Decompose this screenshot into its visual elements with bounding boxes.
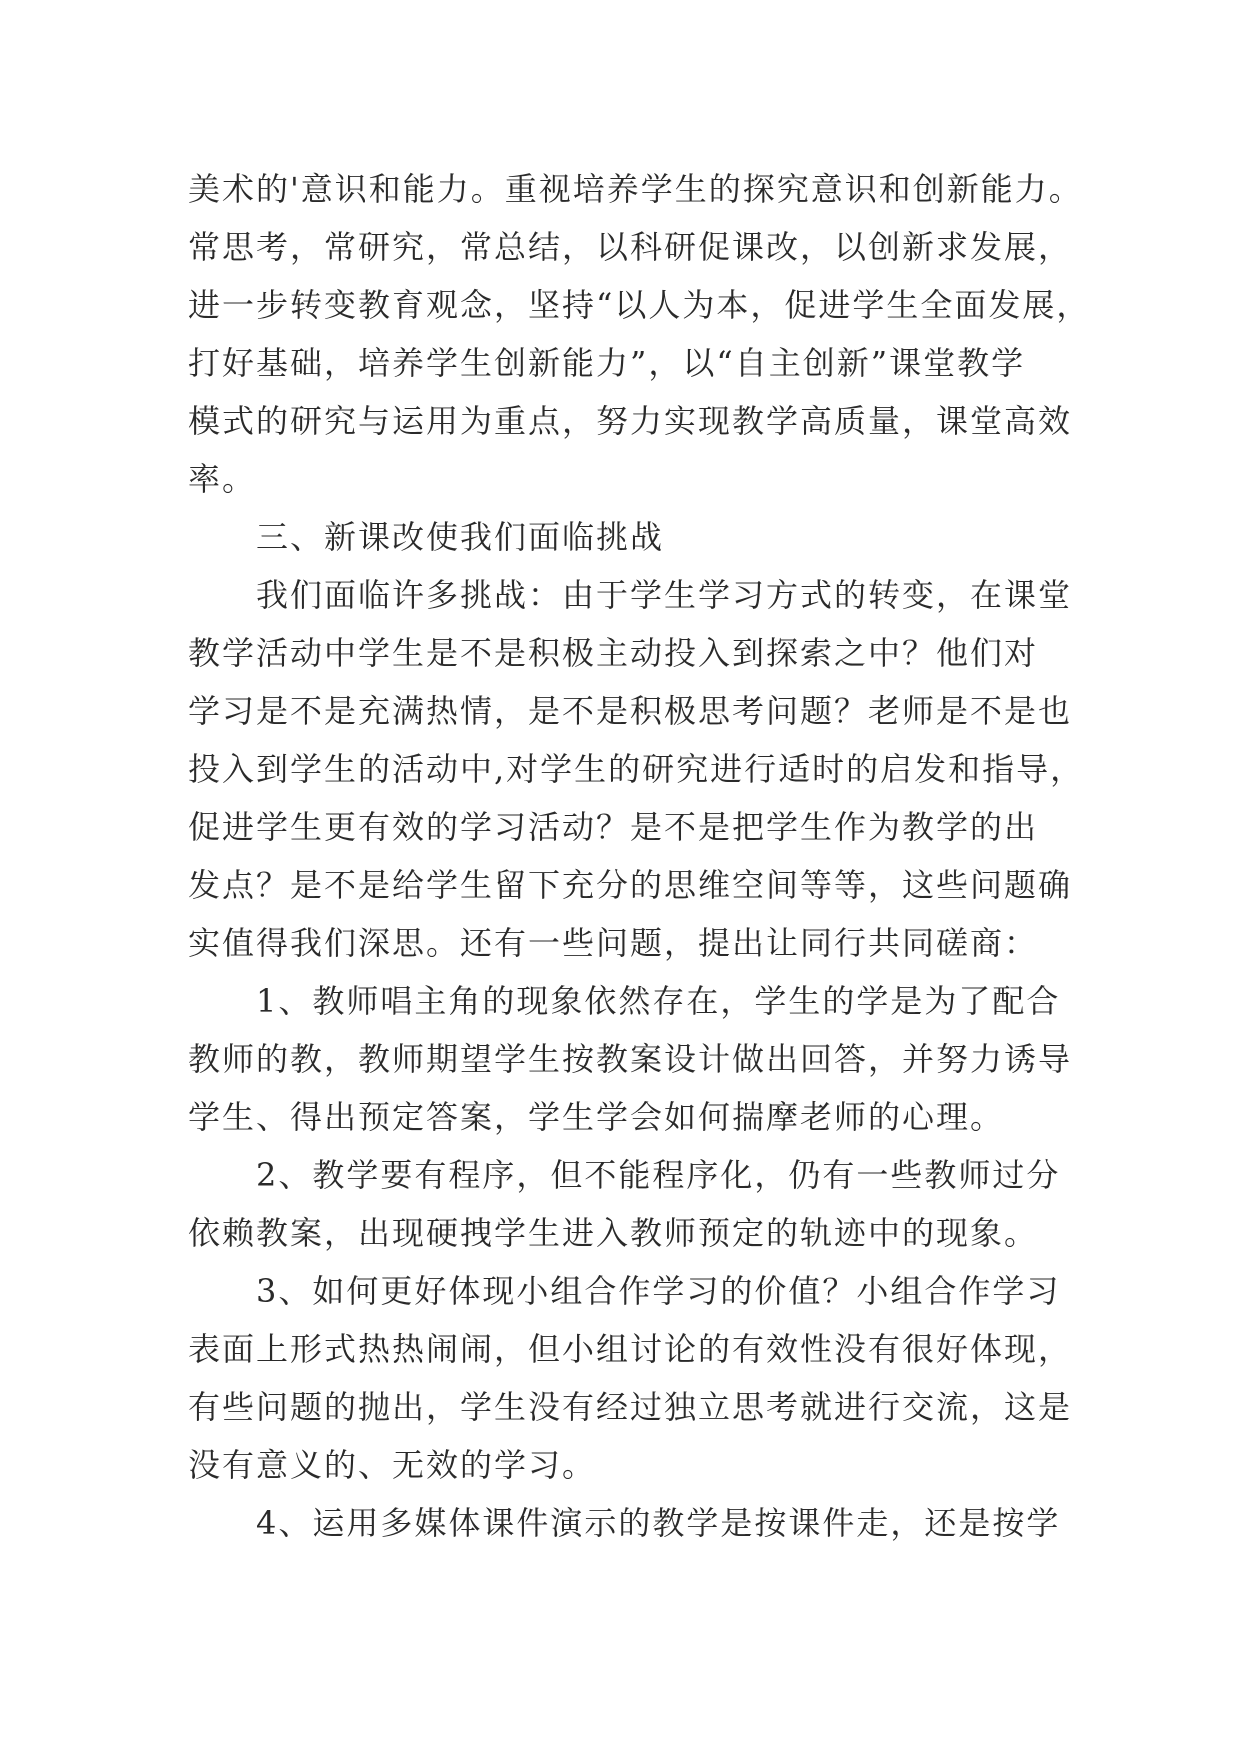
- list-item-3: [188, 1262, 1073, 1494]
- text-line: 1、教师唱主角的现象依然存在，学生的学是为了配合: [256, 982, 1061, 1020]
- paragraph-2: [188, 566, 1085, 972]
- text-line: 促进学生更有效的学习活动？是不是把学生作为教学的出: [188, 808, 1039, 846]
- text-line: 模式的研究与运用为重点，努力实现教学高质量，课堂高效: [188, 402, 1073, 440]
- text-line: 率。: [188, 460, 257, 498]
- list-item-1: [188, 972, 1073, 1146]
- text-line: 4、运用多媒体课件演示的教学是按课件走，还是按学: [256, 1504, 1061, 1542]
- text-line: 实值得我们深思。还有一些问题，提出让同行共同磋商：: [188, 924, 1039, 962]
- document-body: [188, 160, 1091, 1552]
- text-line: 打好基础，培养学生创新能力”，以“自主创新”课堂教学: [188, 344, 1026, 382]
- text-line: 依赖教案，出现硬拽学生进入教师预定的轨迹中的现象。: [188, 1214, 1039, 1252]
- text-line: 没有意义的、无效的学习。: [188, 1446, 597, 1484]
- list-item-2: [188, 1146, 1068, 1262]
- text-line: 教学活动中学生是不是积极主动投入到探索之中？他们对: [188, 634, 1039, 672]
- text-line: 投入到学生的活动中,对学生的研究进行适时的启发和指导，: [188, 750, 1085, 788]
- text-line: 3、如何更好体现小组合作学习的价值？小组合作学习: [256, 1272, 1061, 1310]
- paragraph-1: [188, 160, 1091, 508]
- text-line: 表面上形式热热闹闹，但小组讨论的有效性没有很好体现，: [188, 1330, 1073, 1368]
- text-line: 2、教学要有程序，但不能程序化，仍有一些教师过分: [256, 1156, 1061, 1194]
- text-line: 我们面临许多挑战：由于学生学习方式的转变，在课堂: [256, 576, 1073, 614]
- text-line: 有些问题的抛出，学生没有经过独立思考就进行交流，这是: [188, 1388, 1073, 1426]
- text-line: 常思考，常研究，常总结，以科研促课改，以创新求发展，: [188, 228, 1073, 266]
- text-line: 学生、得出预定答案，学生学会如何揣摩老师的心理。: [188, 1098, 1005, 1136]
- list-item-4: [188, 1494, 1068, 1552]
- text-line: 教师的教，教师期望学生按教案设计做出回答，并努力诱导: [188, 1040, 1073, 1078]
- text-line: 进一步转变教育观念，坚持“以人为本，促进学生全面发展，: [188, 286, 1091, 324]
- section-heading: 三、新课改使我们面临挑战: [256, 518, 665, 556]
- text-line: 学习是不是充满热情，是不是积极思考问题？老师是不是也: [188, 692, 1073, 730]
- text-line: 发点？是不是给学生留下充分的思维空间等等，这些问题确: [188, 866, 1073, 904]
- text-line: 美术的'意识和能力。重视培养学生的探究意识和创新能力。: [188, 170, 1083, 208]
